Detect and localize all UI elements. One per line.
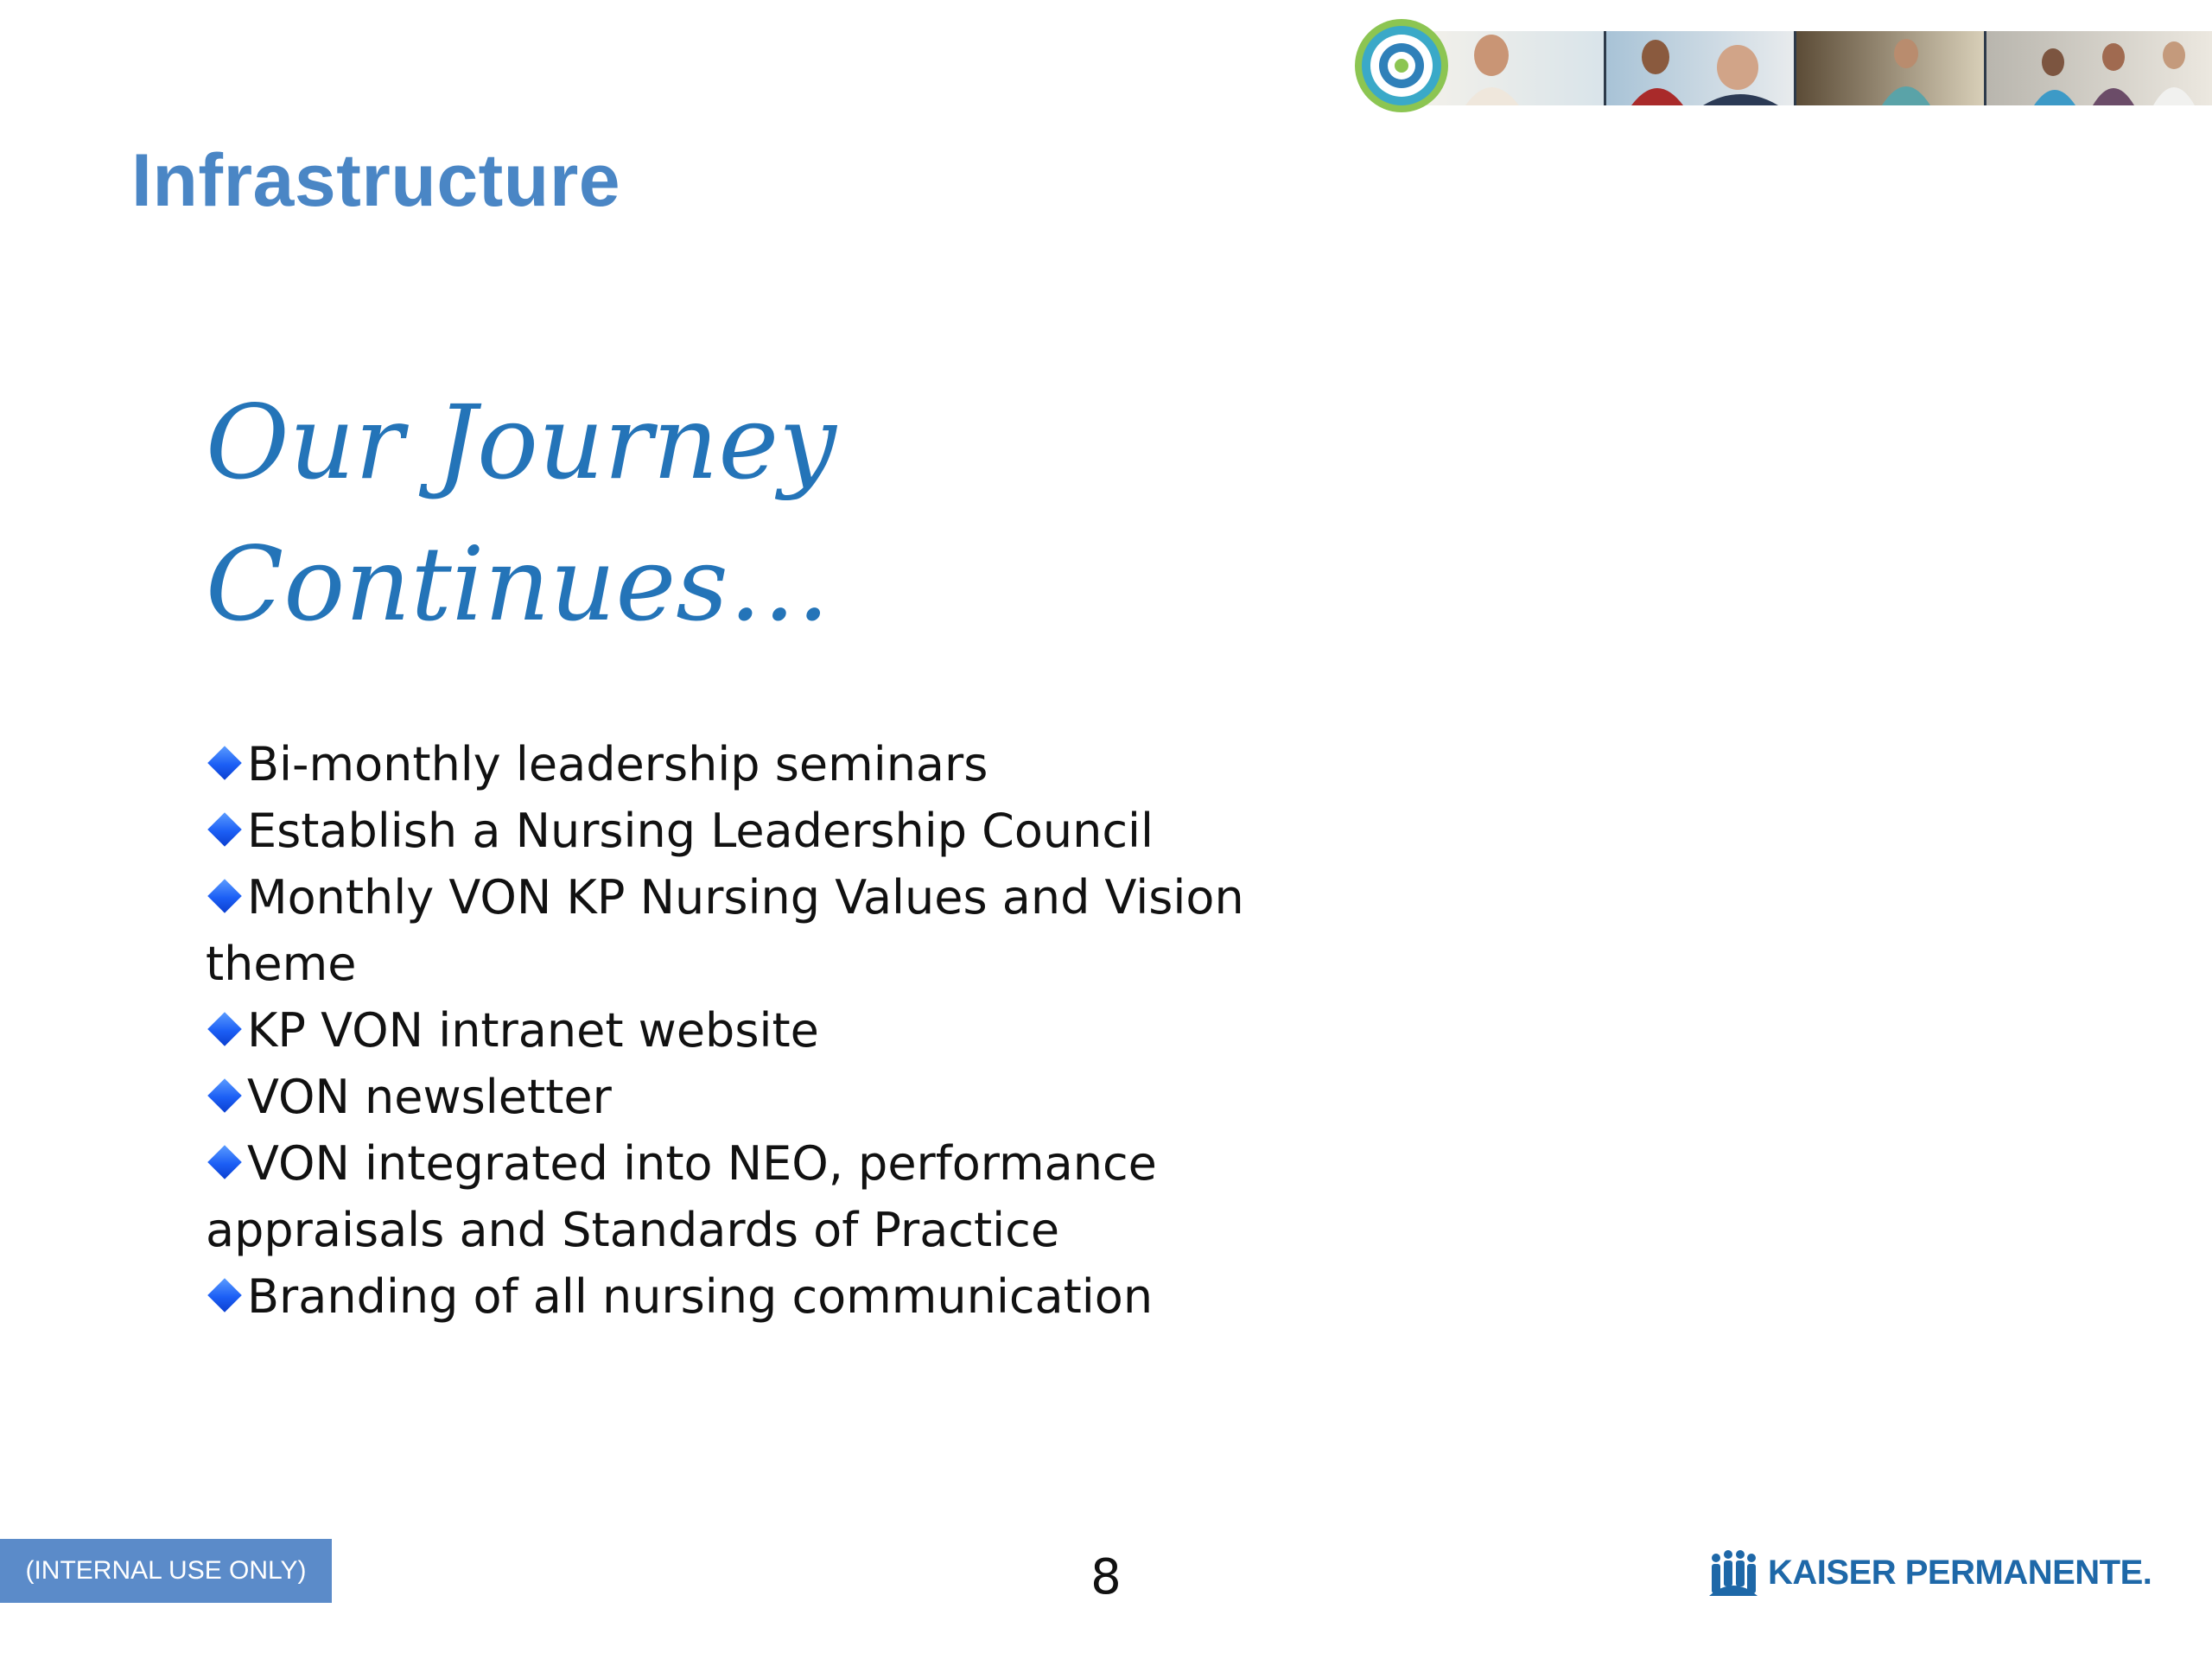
kp-logo-text: KAISER PERMANENTE. (1768, 1554, 2152, 1592)
kaiser-permanente-logo (1709, 1545, 2152, 1600)
internal-use-tag: (INTERNAL USE ONLY) (0, 1539, 332, 1603)
diamond-bullet-icon (207, 1145, 242, 1179)
bullet-item (206, 1263, 1260, 1330)
diamond-bullet-icon (207, 1078, 242, 1113)
bullet-text: VON integrated into NEO, performance appraisals and Standards of Practice (206, 1136, 1157, 1257)
banner-image (1353, 17, 2212, 114)
script-title-line-2: Continues… (206, 524, 830, 644)
photo-banner (1353, 17, 2212, 114)
bullet-text: Establish a Nursing Leadership Council (247, 804, 1154, 858)
page-number: 8 (1090, 1549, 1122, 1605)
bullet-item (206, 1064, 1260, 1130)
bullet-item (206, 864, 1260, 997)
script-title (206, 372, 983, 655)
bullet-text: Branding of all nursing communication (247, 1269, 1154, 1324)
bullet-item (206, 731, 1260, 798)
bullet-text: Monthly VON KP Nursing Values and Vision theme (206, 870, 1244, 991)
diamond-bullet-icon (207, 879, 242, 913)
bullet-text: Bi-monthly leadership seminars (247, 737, 988, 791)
bullet-list (206, 731, 1260, 1330)
diamond-bullet-icon (207, 812, 242, 847)
bullet-item (206, 997, 1260, 1064)
section-title: Infrastructure (131, 139, 621, 222)
bullet-item (206, 1130, 1260, 1263)
diamond-bullet-icon (207, 1012, 242, 1046)
bullet-text: VON newsletter (247, 1070, 612, 1124)
diamond-bullet-icon (207, 1278, 242, 1313)
kp-people-icon (1709, 1549, 1758, 1596)
bullet-text: KP VON intranet website (247, 1003, 819, 1058)
script-title-line-1: Our Journey (206, 383, 836, 502)
diamond-bullet-icon (207, 746, 242, 780)
bullet-item (206, 798, 1260, 864)
